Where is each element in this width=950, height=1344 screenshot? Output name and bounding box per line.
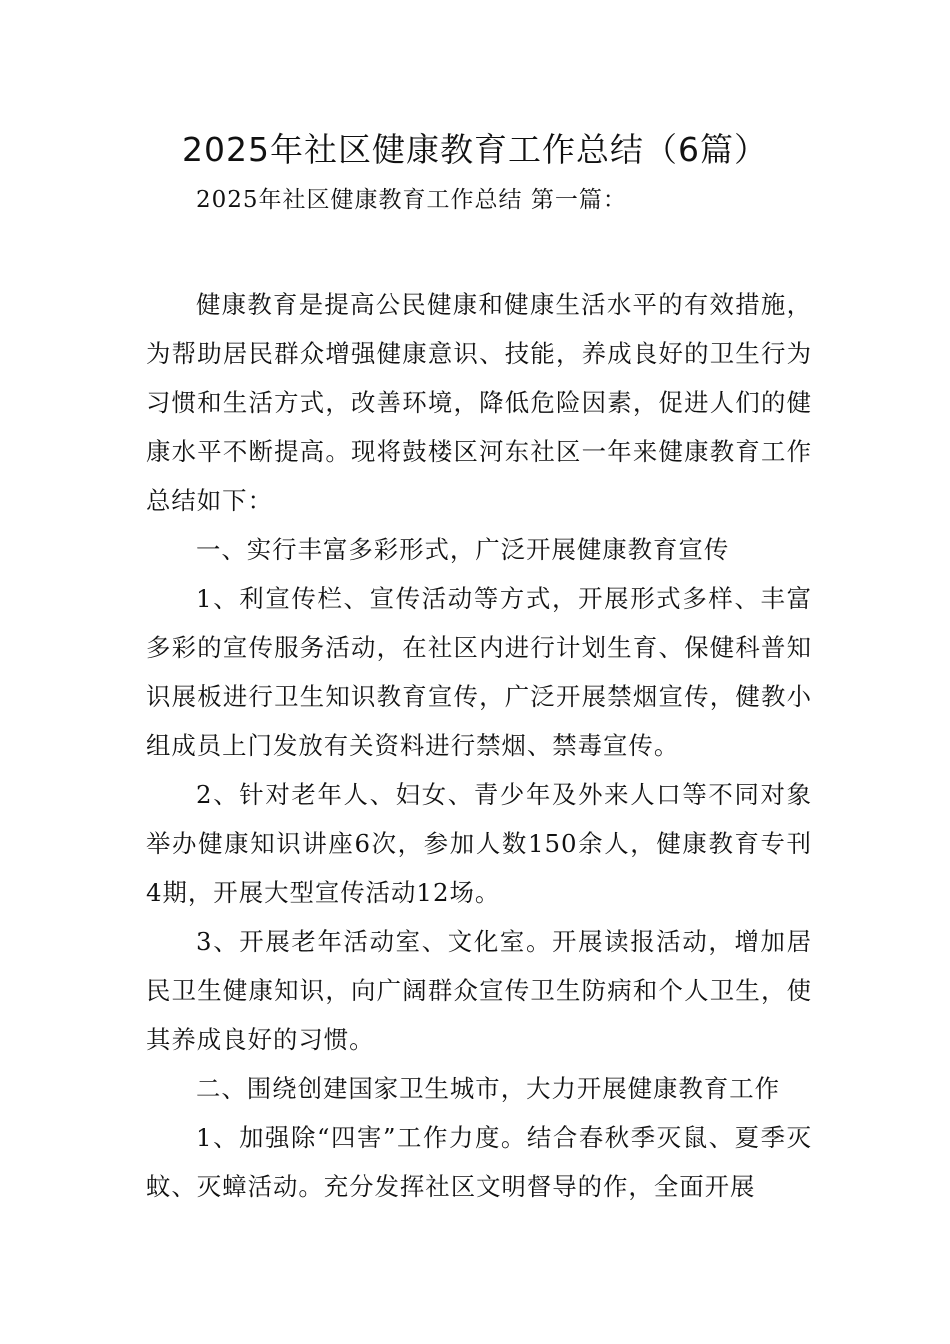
document-title: 2025年社区健康教育工作总结（6篇） [182, 130, 768, 169]
paragraph-1-1: 1、利宣传栏、宣传活动等方式，开展形式多样、丰富多彩的宣传服务活动，在社区内进行计划生育、保健科普知识展板进行卫生知识教育宣传，广泛开展禁烟宣传，健教小组成员上门发放有关资料进行禁烟、禁毒宣传。 [146, 584, 812, 760]
paragraph-1-2: 2、针对老年人、妇女、青少年及外来人口等不同对象举办健康知识讲座6次，参加人数150余人，健康教育专刊4期，开展大型宣传活动12场。 [146, 780, 812, 907]
section-heading-2: 二、围绕创建国家卫生城市，大力开展健康教育工作 [196, 1074, 780, 1103]
document-subtitle: 2025年社区健康教育工作总结 第一篇： [196, 187, 627, 213]
document-body [146, 280, 812, 1211]
paragraph-intro: 健康教育是提高公民健康和健康生活水平的有效措施，为帮助居民群众增强健康意识、技能，养成良好的卫生行为习惯和生活方式，改善环境，降低危险因素，促进人们的健康水平不断提高。现将鼓楼区河东社区一年来健康教育工作总结如下： [146, 290, 812, 515]
paragraph-1-3: 3、开展老年活动室、文化室。开展读报活动，增加居民卫生健康知识，向广阔群众宣传卫生防病和个人卫生，使其养成良好的习惯。 [146, 927, 812, 1054]
section-heading-1: 一、实行丰富多彩形式，广泛开展健康教育宣传 [196, 535, 730, 564]
paragraph-2-1: 1、加强除“四害”工作力度。结合春秋季灭鼠、夏季灭蚊、灭蟑活动。充分发挥社区文明督导的作，全面开展 [146, 1123, 812, 1201]
